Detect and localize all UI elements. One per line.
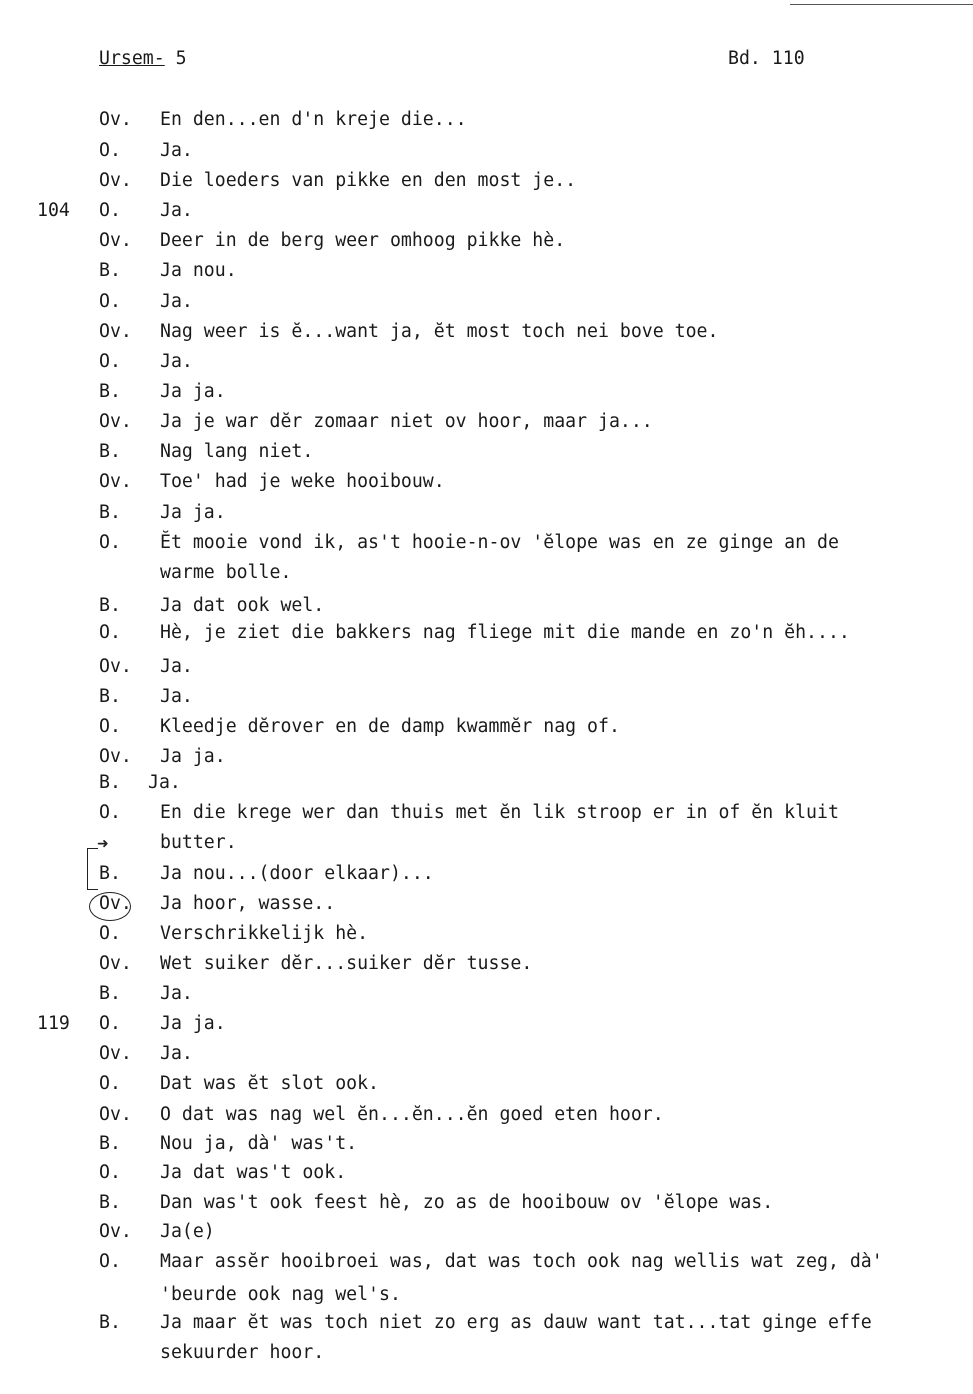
speaker: B. [99, 1192, 121, 1213]
header-page: 5 [164, 48, 187, 69]
speaker: Ov. [99, 893, 132, 914]
utterance: Verschrikkelijk hè. [160, 923, 369, 944]
utterance: Ja dat was't ook. [160, 1162, 347, 1183]
utterance: Ja. [160, 686, 193, 707]
utterance: Ja ja. [160, 381, 226, 402]
speaker: O. [99, 1162, 121, 1183]
speaker: Ov. [99, 746, 132, 767]
utterance: Maar assĕr hooibroei was, dat was toch ook nag wellis wat zeg, dà' [160, 1251, 883, 1272]
utterance: Nag lang niet. [160, 441, 314, 462]
utterance: Nou ja, dà' was't. [160, 1133, 358, 1154]
speaker: O. [99, 532, 121, 553]
utterance: Hè, je ziet die bakkers nag fliege mit die mande en zo'n ĕh.... [160, 622, 850, 643]
utterance: Ja hoor, wasse.. [160, 893, 336, 914]
speaker: Ov. [99, 170, 132, 191]
utterance: O dat was nag wel ĕn...ĕn...ĕn goed eten hoor. [160, 1104, 664, 1125]
speaker: Ov. [99, 321, 132, 342]
speaker: B. [99, 983, 121, 1004]
utterance: Ja dat ook wel. [160, 595, 325, 616]
utterance: Kleedje dĕrover en de damp kwammĕr nag of. [160, 716, 620, 737]
utterance: Ja. [160, 200, 193, 221]
utterance: Ja nou. [160, 260, 237, 281]
header-reference: Bd. 110 [728, 48, 805, 69]
utterance: Ja(e) [160, 1221, 215, 1242]
utterance-continuation: 'beurde ook nag wel's. [160, 1284, 401, 1305]
speaker: Ov. [99, 953, 132, 974]
utterance-continuation: butter. [160, 832, 237, 853]
utterance: Ja ja. [160, 502, 226, 523]
speaker: O. [99, 802, 121, 823]
utterance: Ja nou...(door elkaar)... [160, 863, 434, 884]
speaker: O. [99, 1251, 121, 1272]
speaker: B. [99, 502, 121, 523]
line-number: 119 [37, 1013, 70, 1034]
speaker: Ov. [99, 1221, 132, 1242]
utterance: Ja. [160, 983, 193, 1004]
speaker: Ov. [99, 656, 132, 677]
utterance: Ja ja. [160, 1013, 226, 1034]
speaker: O. [99, 291, 121, 312]
speaker: B. [99, 1133, 121, 1154]
handwritten-circle [89, 892, 131, 921]
speaker: O. [99, 716, 121, 737]
speaker: B. [99, 260, 121, 281]
utterance: Dan was't ook feest hè, zo as de hooibouw ov 'ĕlope was. [160, 1192, 774, 1213]
speaker: B. [99, 441, 121, 462]
speaker: Ov. [99, 230, 132, 251]
utterance: Ja. [160, 1043, 193, 1064]
utterance: Toe' had je weke hooibouw. [160, 471, 445, 492]
speaker: O. [99, 351, 121, 372]
utterance: Wet suiker dĕr...suiker dĕr tusse. [160, 953, 533, 974]
arrow-icon: ➜ [97, 836, 109, 852]
utterance: Ja maar ĕt was toch niet zo erg as dauw want tat...tat ginge effe [160, 1312, 872, 1333]
speaker: B. [99, 381, 121, 402]
utterance: Nag weer is ĕ...want ja, ĕt most toch nei bove toe. [160, 321, 719, 342]
speaker: B. [99, 595, 121, 616]
speaker: O. [99, 140, 121, 161]
speaker: O. [99, 200, 121, 221]
utterance: Ja. [160, 291, 193, 312]
speaker: O. [99, 622, 121, 643]
utterance: En die krege wer dan thuis met ĕn lik stroop er in of ĕn kluit [160, 802, 839, 823]
utterance: Ĕt mooie vond ik, as't hooie-n-ov 'ĕlope was en ze ginge an de [160, 532, 839, 553]
utterance: Ja. [160, 351, 193, 372]
utterance: Dat was ĕt slot ook. [160, 1073, 379, 1094]
utterance: En den...en d'n kreje die... [160, 109, 467, 130]
utterance: Deer in de berg weer omhoog pikke hè. [160, 230, 566, 251]
utterance: Ja je war dĕr zomaar niet ov hoor, maar ja... [160, 411, 653, 432]
speaker: O. [99, 923, 121, 944]
speaker: B. [99, 863, 121, 884]
top-rule [790, 4, 973, 5]
speaker: O. [99, 1013, 121, 1034]
utterance-continuation: warme bolle. [160, 562, 292, 583]
speaker: B. [99, 686, 121, 707]
line-number: 104 [37, 200, 70, 221]
utterance: Ja. [160, 140, 193, 161]
speaker: B. [99, 1312, 121, 1333]
speaker: Ov. [99, 1104, 132, 1125]
utterance-continuation: sekuurder hoor. [160, 1342, 325, 1363]
header-left [99, 48, 187, 69]
utterance: Die loeders van pikke en den most je.. [160, 170, 577, 191]
speaker: Ov. [99, 1043, 132, 1064]
speaker: O. [99, 1073, 121, 1094]
header-name: Ursem- [99, 48, 165, 69]
utterance: Ja. [148, 772, 181, 793]
utterance: Ja ja. [160, 746, 226, 767]
handwritten-bracket [87, 848, 98, 890]
utterance: Ja. [160, 656, 193, 677]
speaker: Ov. [99, 471, 132, 492]
speaker: Ov. [99, 109, 132, 130]
speaker: Ov. [99, 411, 132, 432]
speaker: B. [99, 772, 121, 793]
